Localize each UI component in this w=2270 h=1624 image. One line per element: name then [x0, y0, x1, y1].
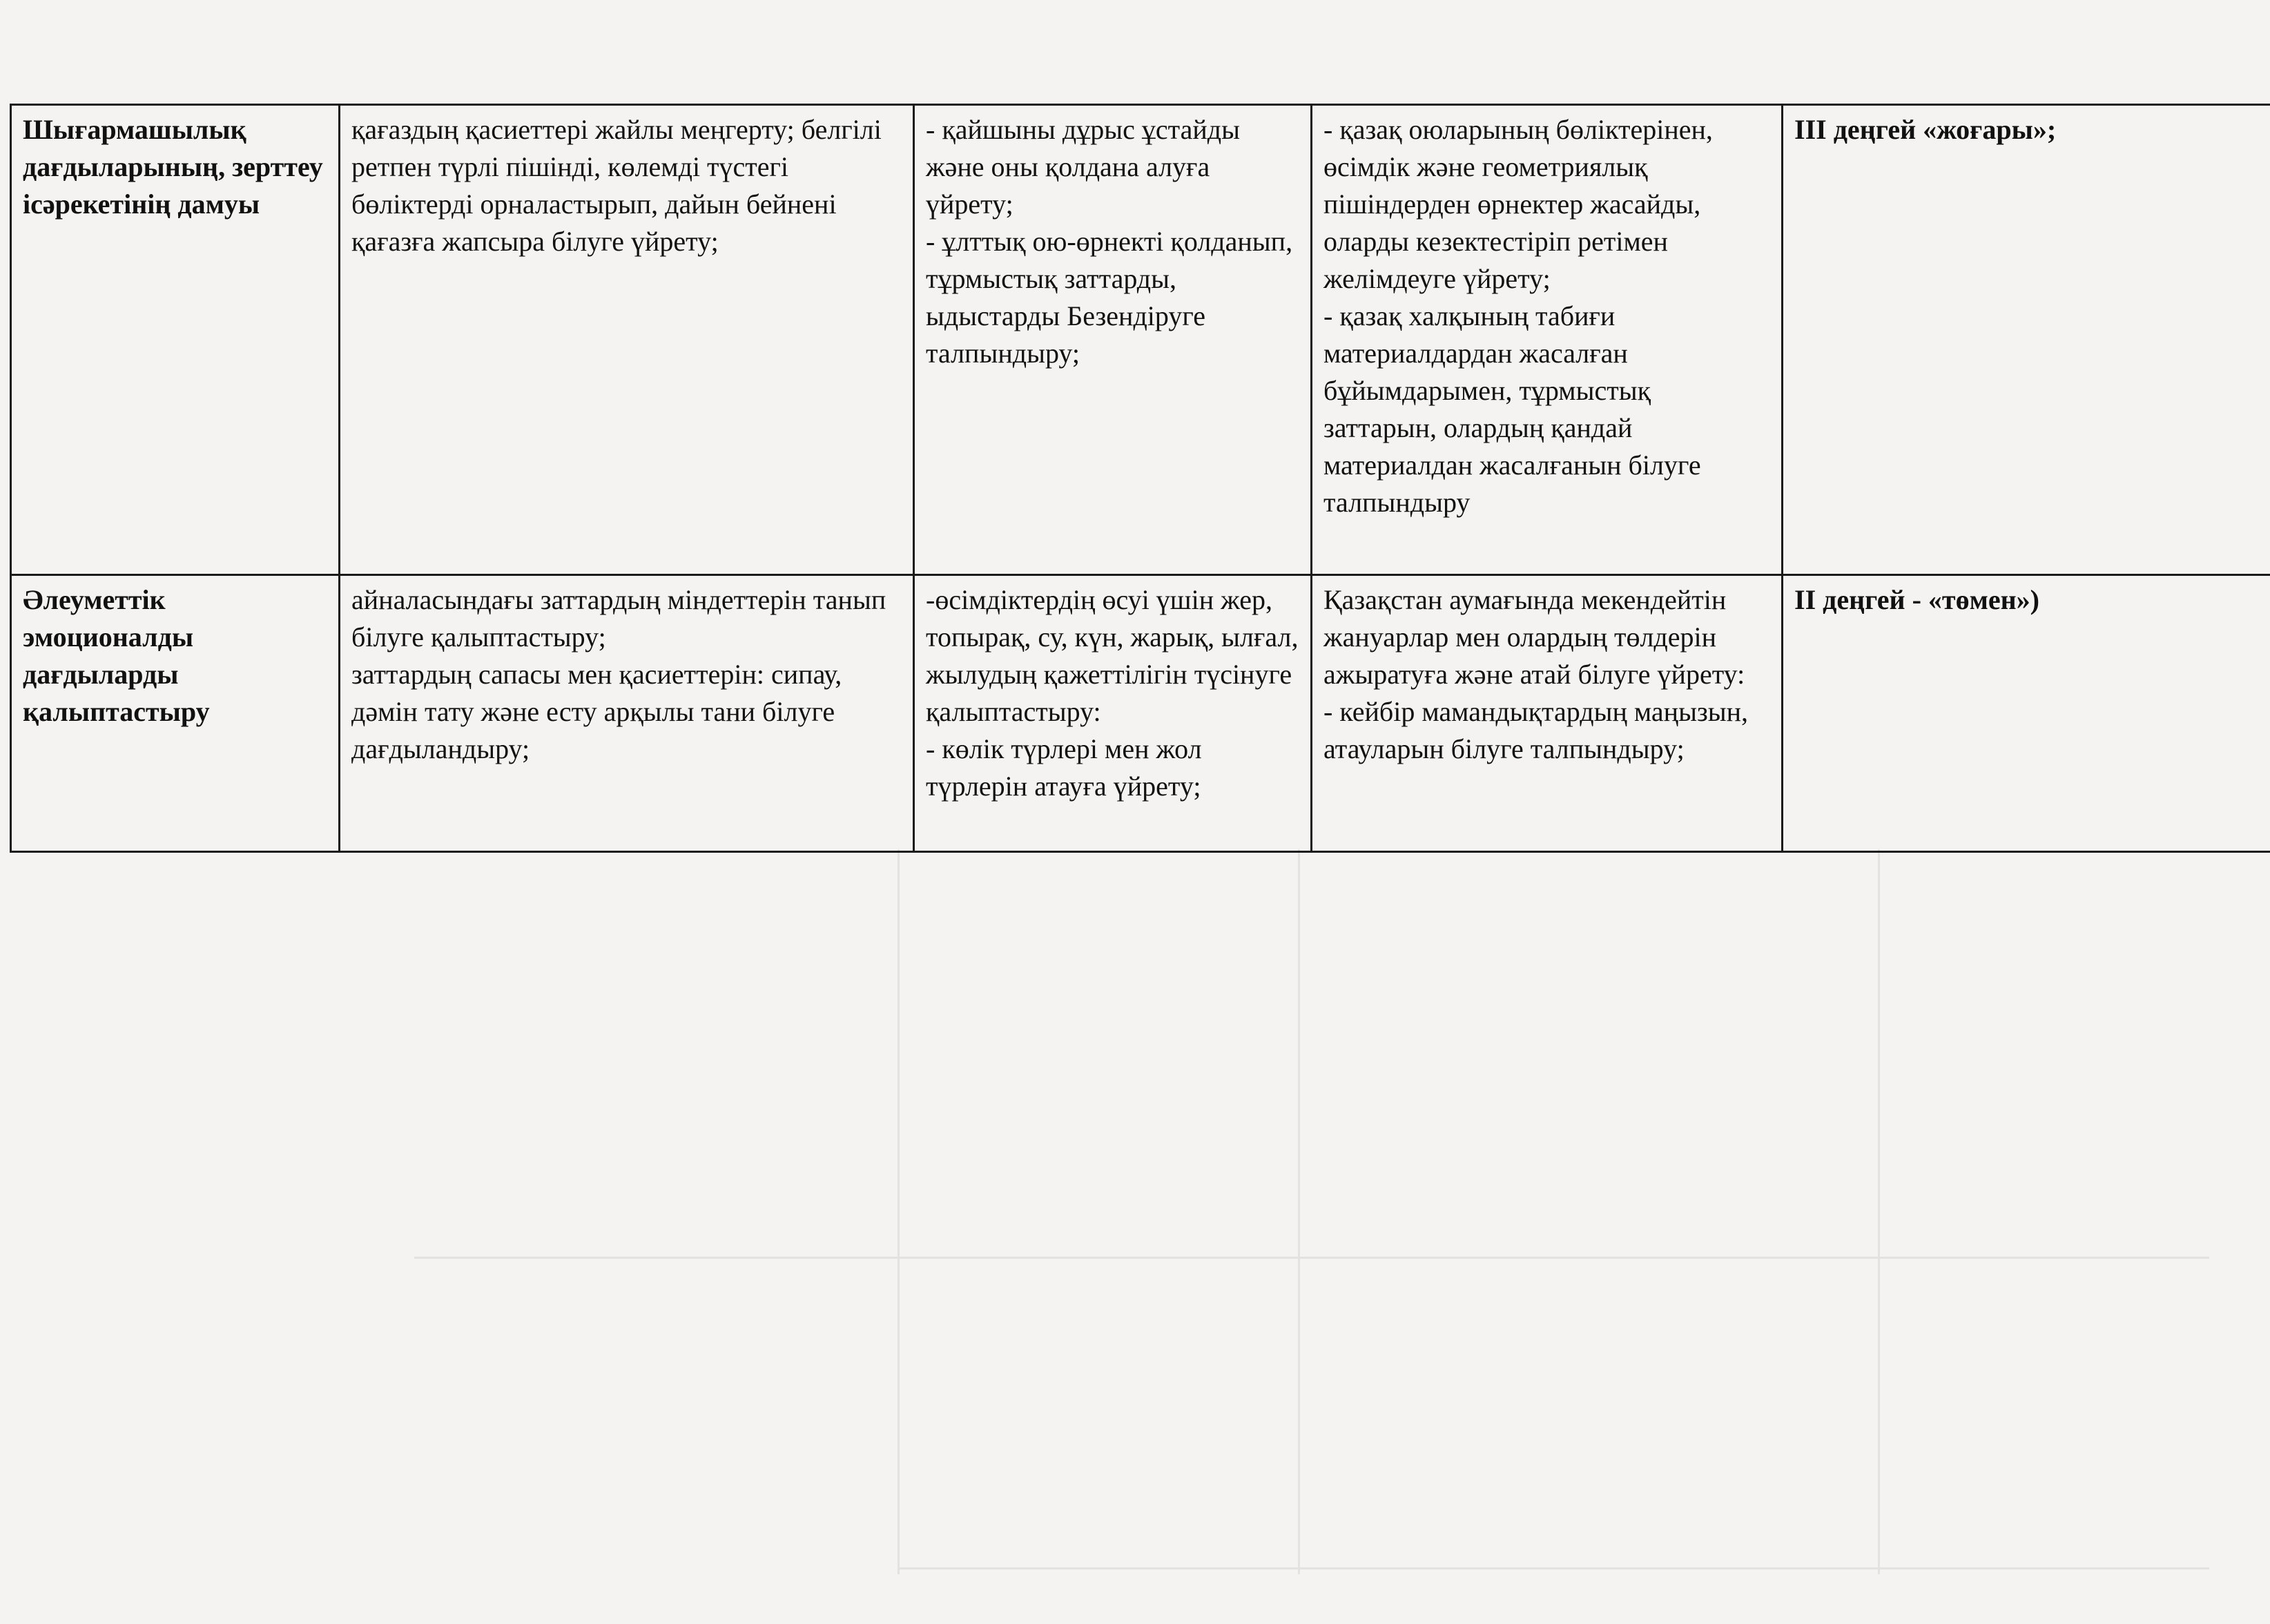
cell-line: - қазақ оюларының бөліктерінен, өсімдік және геометриялық пішіндерден өрнектер жасайды, оларды кезектестіріп ретімен желімдеуге үйрету; [1323, 114, 1713, 294]
content-cell [914, 105, 1312, 575]
content-cell: қағаздың қасиеттері жайлы меңгерту; белгілі ретпен түрлі пішінді, көлемді түстегі бөліктерді орналастырып, дайын бейнені қағазға жапсыра білуге үйрету; [340, 105, 914, 575]
ghost-line [1298, 849, 1300, 1574]
cell-line: айналасындағы заттардың міндеттерін танып білуге қалыптастыру; [351, 584, 886, 652]
content-cell [914, 575, 1312, 852]
ghost-line [898, 1567, 2209, 1569]
content-cell [340, 575, 914, 852]
cell-line: - қазақ халқының табиғи материалдардан жасалған бұйымдарымен, тұрмыстық заттарын, олардың қандай материалдан жасалғанын білуге талпындыру [1323, 300, 1701, 518]
ghost-line [414, 1257, 2209, 1259]
area-cell: Шығармашылық дағдыларының, зерттеу ісәрекетінің дамуы [11, 105, 340, 575]
cell-line: Қазақстан аумағында мекендейтін жануарлар мен олардың төлдерін ажыратуға және атай білуге үйрету: [1323, 584, 1745, 690]
competency-table [10, 104, 2270, 853]
content-cell [1312, 105, 1783, 575]
table-row [11, 575, 2270, 852]
cell-line: -өсімдіктердің өсуі үшін жер, топырақ, су, күн, жарық, ылғал, жылудың қажеттілігін түсінуге қалыптастыру: [926, 584, 1299, 727]
cell-line: - қайшыны дұрыс ұстайды және оны қолдана алуға үйрету; [926, 114, 1240, 220]
area-cell: Әлеуметтік эмоционалды дағдыларды қалыптастыру [11, 575, 340, 852]
table-row [11, 105, 2270, 575]
level-cell: II деңгей - «төмен») [1783, 575, 2270, 852]
cell-line: - ұлттық ою-өрнекті қолданып, тұрмыстық заттарды, ыдыстарды Безендіруге талпындыру; [926, 226, 1293, 369]
cell-line: - көлік түрлері мен жол түрлерін атауға үйрету; [926, 733, 1202, 802]
ghost-line [1878, 849, 1880, 1574]
content-cell [1312, 575, 1783, 852]
cell-line: - кейбір мамандықтардың маңызын, атауларын білуге талпындыру; [1323, 696, 1749, 764]
cell-line: заттардың сапасы мен қасиеттерін: сипау, дәмін тату және есту арқылы тани білуге дағдыландыру; [351, 659, 842, 764]
ghost-line [898, 849, 900, 1574]
level-cell: III деңгей «жоғары»; [1783, 105, 2270, 575]
